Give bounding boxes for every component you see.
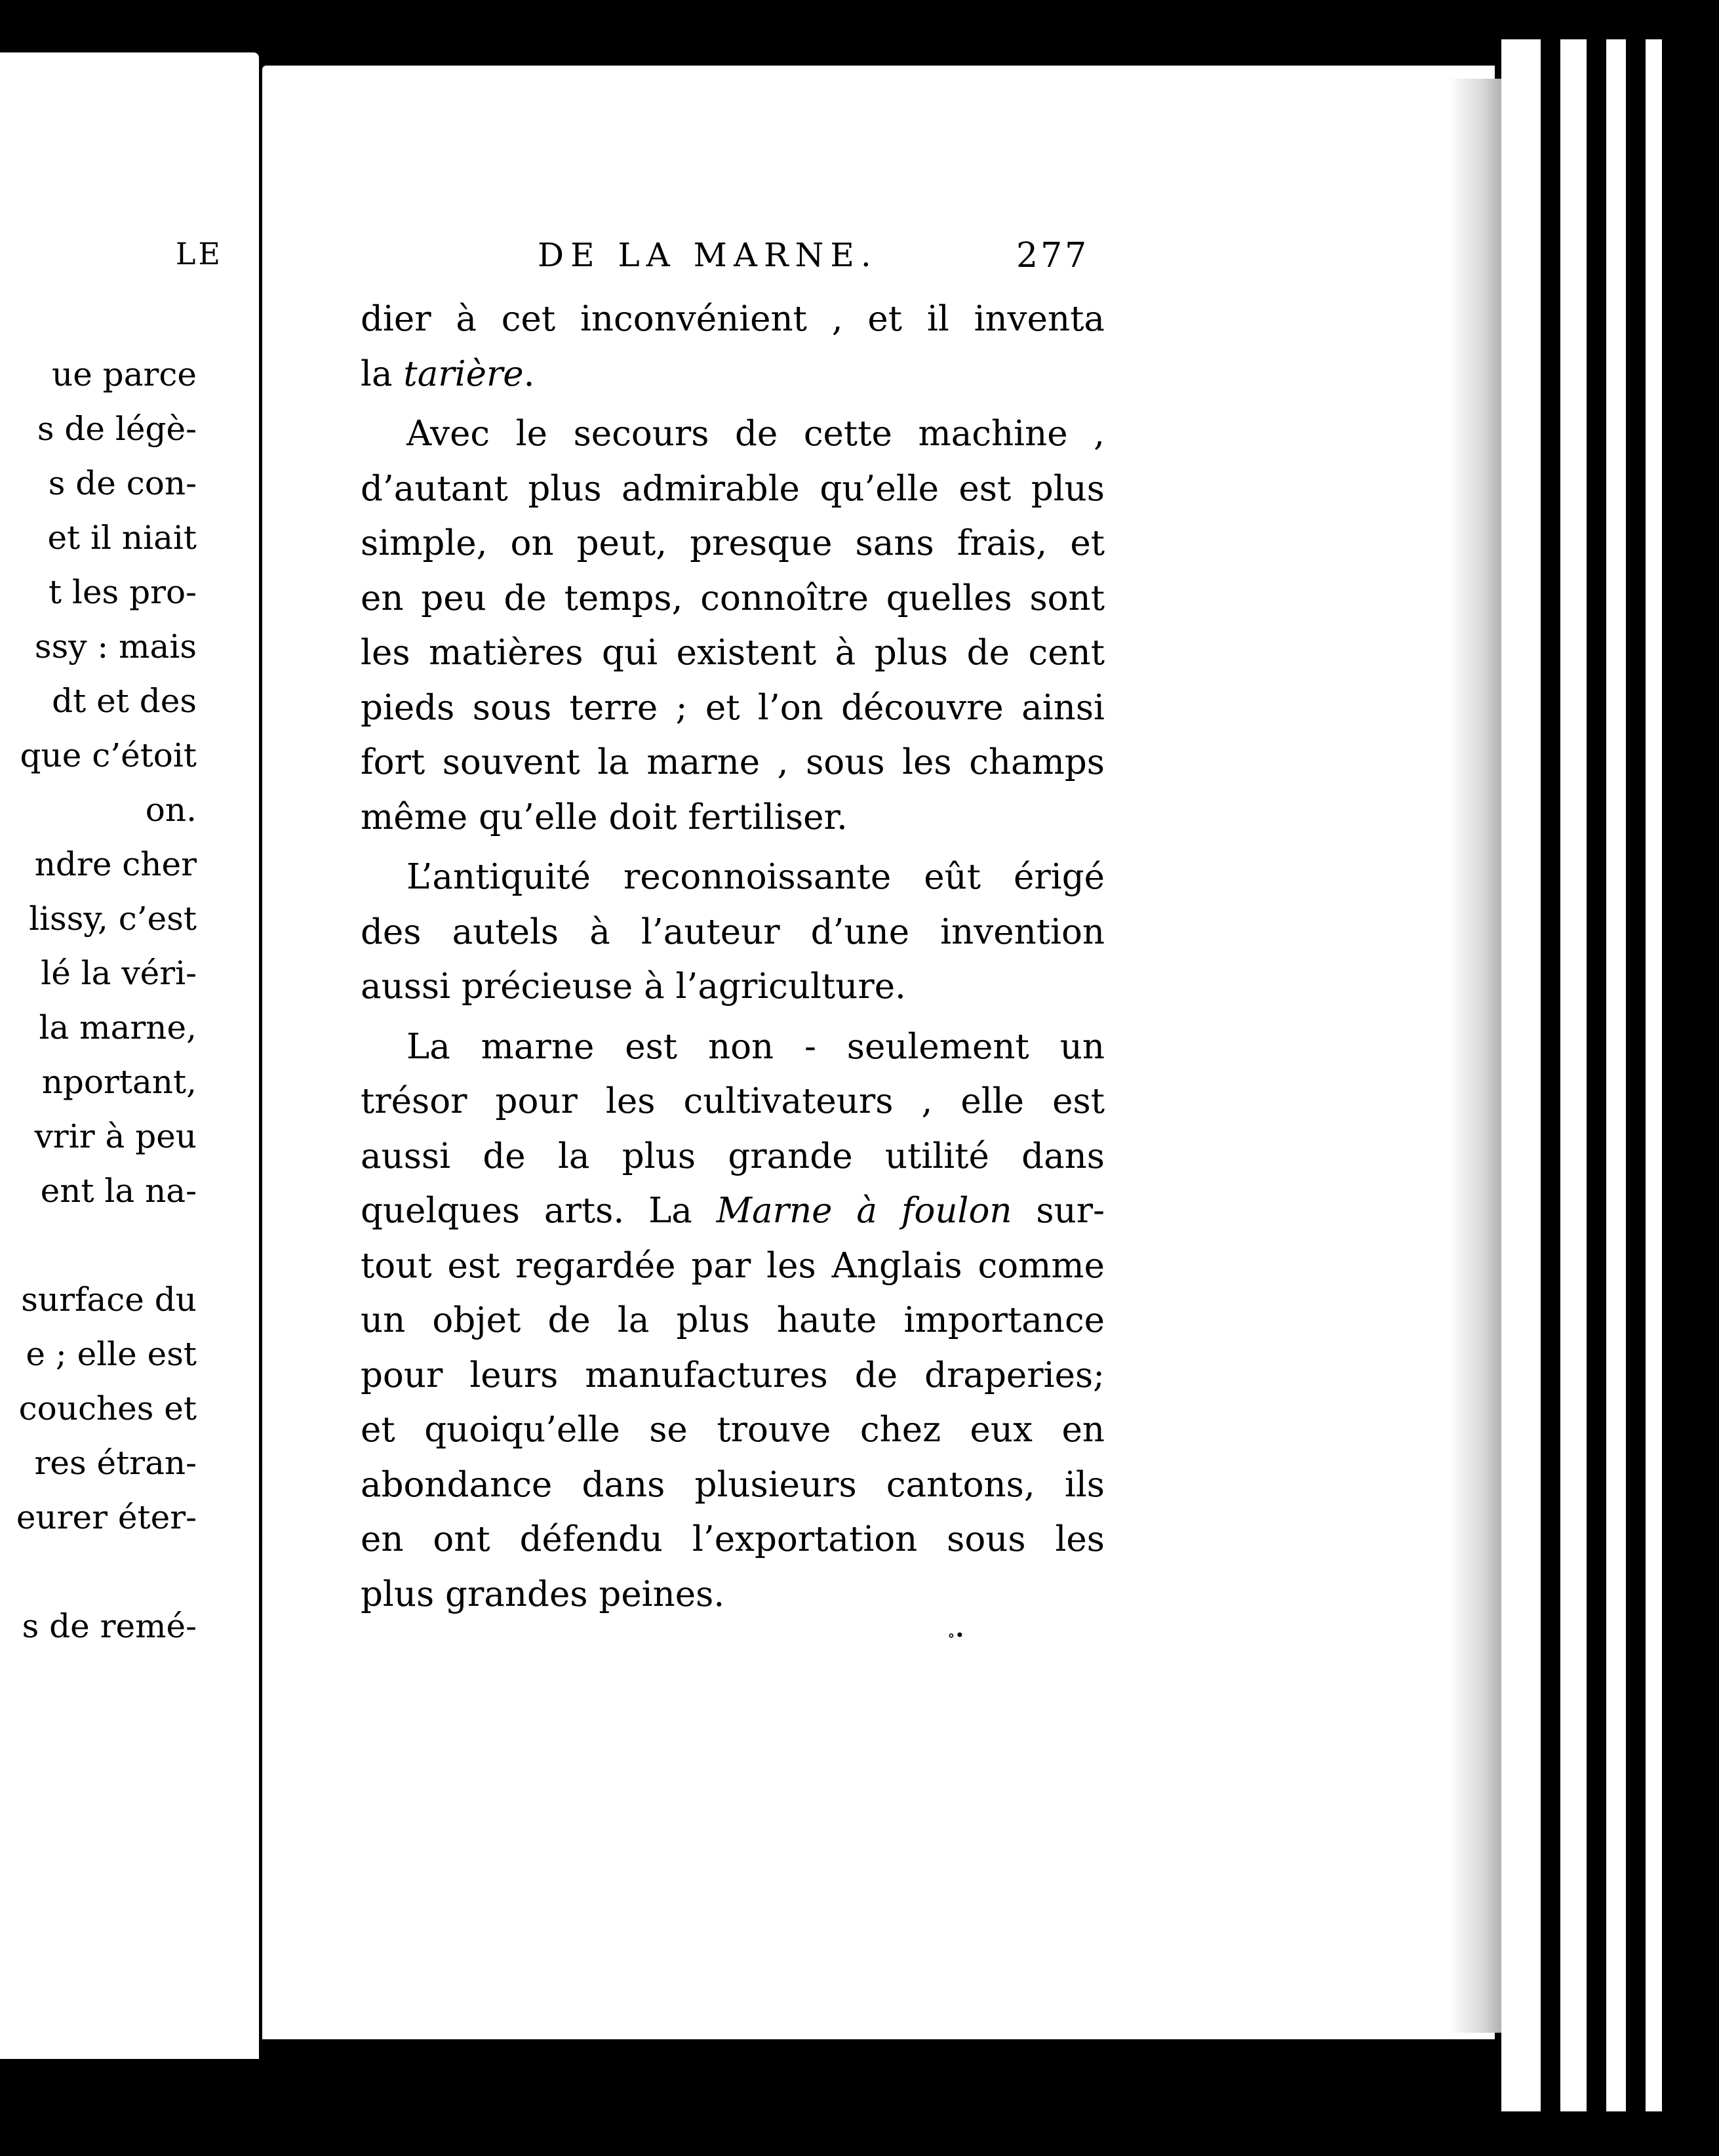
paragraph-gap (361, 845, 1105, 850)
left-text-line: nportant, (41, 1063, 197, 1101)
left-text-line: s de remé- (22, 1607, 197, 1645)
text-line (361, 1184, 1105, 1239)
left-text-line: ue parce (52, 355, 197, 393)
text-line: pour leurs manufactures de draperies; (361, 1355, 1105, 1395)
left-text-line: t les pro- (48, 573, 197, 611)
left-text-line: couches et (18, 1389, 197, 1427)
ornament: ∘• (947, 1626, 964, 1645)
text-line: aussi de la plus grande utilité dans (361, 1136, 1105, 1176)
left-text-line: s de con- (48, 464, 197, 502)
text-segment: quelques arts. La (361, 1191, 717, 1231)
left-text-line (0, 1218, 197, 1273)
left-running-head: LE (175, 236, 223, 271)
text-segment: la (361, 353, 404, 394)
left-text-line: que c’étoit (20, 736, 197, 774)
text-line: un objet de la plus haute importance (361, 1300, 1105, 1340)
text-line: aussi précieuse à l’agriculture. (361, 967, 906, 1007)
left-text-line: ent la na- (40, 1172, 197, 1210)
text-line (361, 347, 1105, 402)
text-line: Avec le secours de cette machine , (406, 414, 1105, 454)
text-segment: sur- (1012, 1191, 1105, 1231)
left-text-line: et il niait (47, 519, 197, 557)
text-line: pieds sous terre ; et l’on découvre ainsi (361, 687, 1105, 728)
left-text-line: res étran- (34, 1444, 197, 1482)
page-number: 277 (1016, 236, 1090, 275)
running-head: DE LA MARNE. (538, 236, 878, 274)
text-line: en peu de temps, connoître quelles sont (361, 578, 1105, 618)
text-line: d’autant plus admirable qu’elle est plus (361, 468, 1105, 509)
left-text-line: lissy, c’est (29, 900, 197, 938)
text-line: simple, on peut, presque sans frais, et (361, 523, 1105, 563)
page-stack (1606, 39, 1626, 2111)
text-line: plus grandes peines. (361, 1574, 725, 1614)
text-line: dier à cet inconvénient , et il inventa (361, 299, 1105, 339)
left-text-line: e ; elle est (26, 1335, 197, 1373)
text-line: fort souvent la marne , sous les champs (361, 742, 1105, 782)
left-text-line: on. (145, 791, 197, 829)
left-text-line: dt et des (52, 682, 197, 720)
left-text-line: eurer éter- (16, 1498, 197, 1536)
text-segment: . (523, 353, 535, 394)
text-line: La marne est non - seulement un (406, 1026, 1105, 1067)
left-text-line: lé la véri- (41, 954, 197, 992)
left-text-block (0, 348, 259, 1654)
left-text-line: la marne, (39, 1008, 197, 1047)
page-stack (1646, 39, 1662, 2111)
page-stack (1501, 39, 1541, 2111)
left-text-line: s de légè- (37, 410, 197, 448)
left-text-line (0, 1545, 197, 1599)
left-text-line: ssy : mais (34, 628, 197, 666)
left-text-line: vrir à peu (34, 1117, 197, 1155)
text-line: tout est regardée par les Anglais comme (361, 1245, 1105, 1286)
left-text-line: ndre cher (34, 845, 197, 883)
text-line: en ont défendu l’exportation sous les (361, 1519, 1105, 1559)
left-page (0, 52, 259, 2059)
text-line: les matières qui existent à plus de cent (361, 633, 1105, 673)
text-line: trésor pour les cultivateurs , elle est (361, 1081, 1105, 1121)
paragraph-gap (361, 401, 1105, 407)
page-stack (1560, 39, 1587, 2111)
text-line: même qu’elle doit fertiliser. (361, 797, 848, 837)
text-line: des autels à l’auteur d’une invention (361, 911, 1105, 952)
text-line: abondance dans plusieurs cantons, ils (361, 1464, 1105, 1505)
text-line: et quoiqu’elle se trouve chez eux en (361, 1410, 1105, 1450)
italic-term: Marne à foulon (716, 1191, 1012, 1231)
paragraph-gap (361, 1014, 1105, 1020)
italic-term: tarière (403, 353, 524, 394)
left-text-line: surface du (21, 1281, 197, 1319)
text-line: L’antiquité reconnoissante eût érigé (406, 857, 1105, 897)
body-text (361, 292, 1105, 1622)
